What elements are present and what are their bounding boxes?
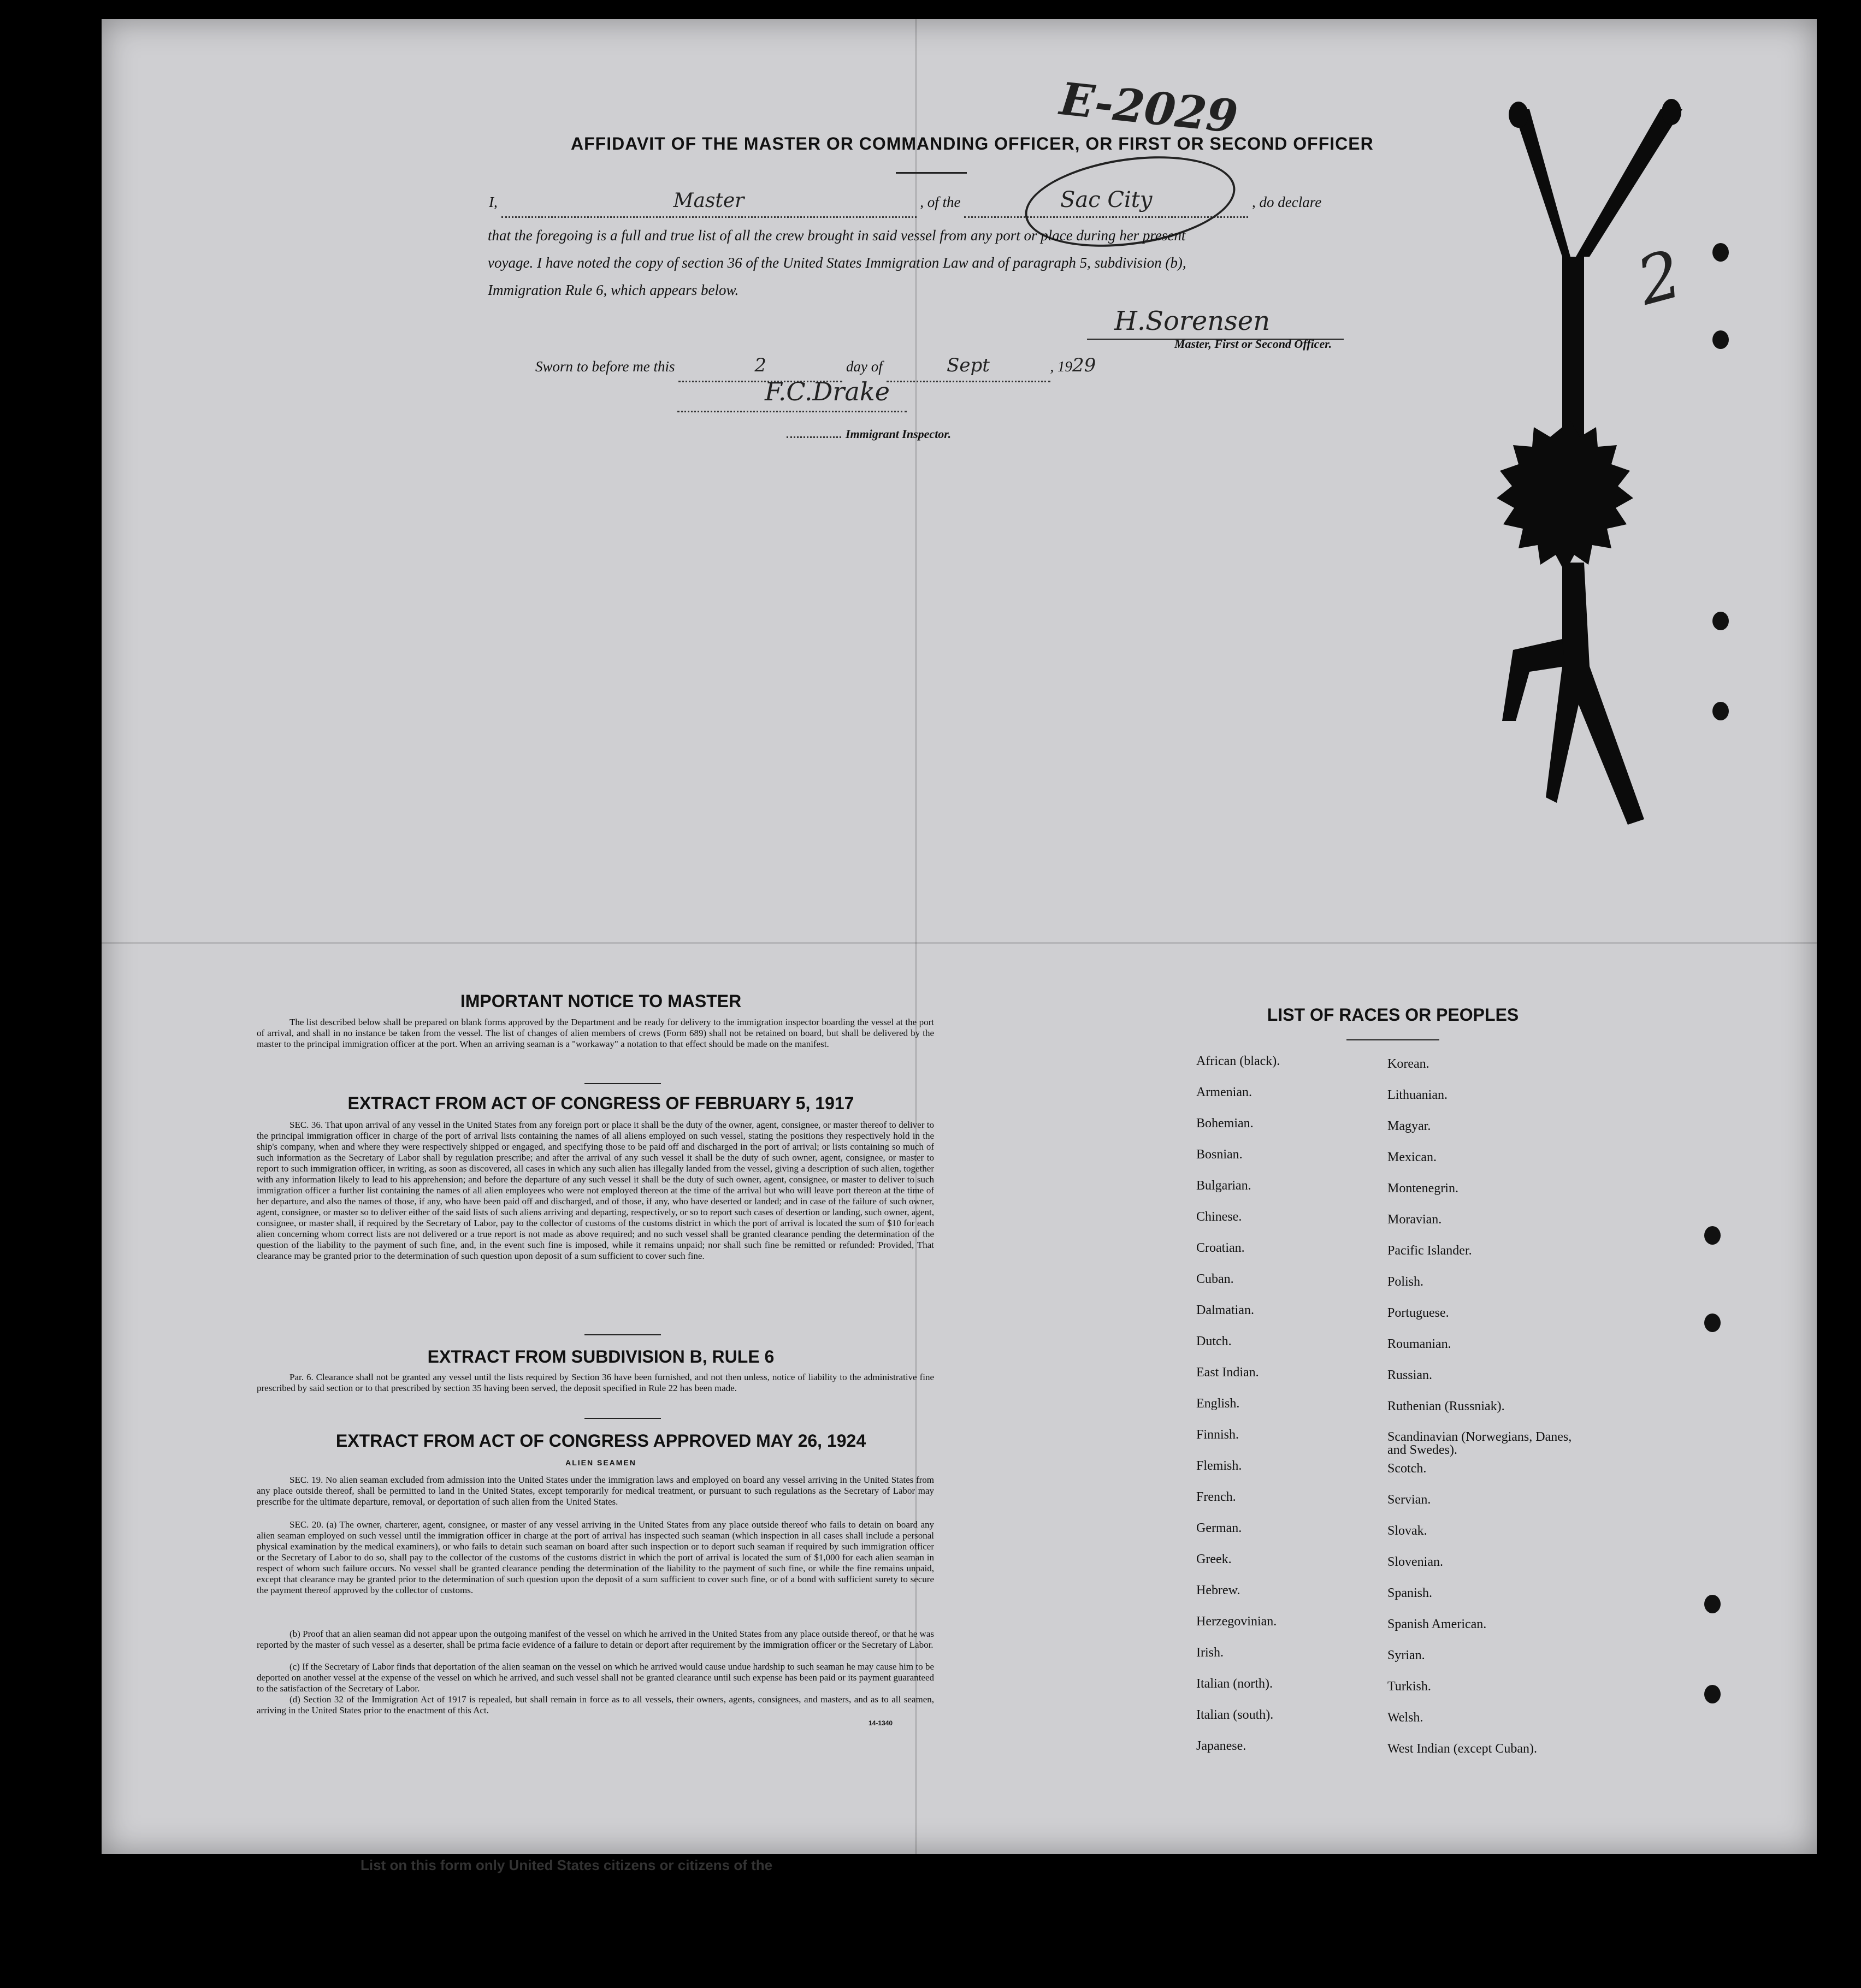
extract-1917-title: EXTRACT FROM ACT OF CONGRESS OF FEBRUARY 5, 1917 [347, 1093, 854, 1113]
race-item: French. [1196, 1490, 1236, 1504]
races-left-column [1196, 1054, 1280, 1770]
notice-text: The list described below shall be prepared on blank forms approved by the Department and be ready for delivery to the immigration inspector boarding the vessel at the port of arrival, and shall in no instance be taken from the vessel. The list of changes of alien members of crews (Form 689) shall not be retained on board, but shall be delivered by the master to the principal immigration officer at the port. When an arriving seaman is a "workaway" a notation to that effect should be made on the manifest. [257, 1017, 934, 1049]
punch-hole [1704, 1313, 1721, 1332]
race-item: Korean. [1387, 1057, 1429, 1071]
race-item: Roumanian. [1387, 1337, 1451, 1351]
race-item: Spanish American. [1387, 1617, 1487, 1631]
race-item: Slovenian. [1387, 1555, 1443, 1569]
inspector-caption [787, 426, 951, 442]
race-item: Chinese. [1196, 1210, 1242, 1224]
ribbon-end-left [1509, 102, 1528, 128]
bottom-strip-label: List on this form only United States citizens or citizens of the [361, 1857, 773, 1873]
race-item: Finnish. [1196, 1428, 1239, 1442]
ribbon-lower [1546, 563, 1644, 825]
race-item: Servian. [1387, 1493, 1431, 1507]
handwritten-number-mark: 2 [1629, 236, 1690, 321]
punch-hole [1704, 1685, 1721, 1703]
race-item: Cuban. [1196, 1272, 1234, 1286]
race-item: Spanish. [1387, 1586, 1433, 1600]
of-the-label: , of the [920, 194, 961, 210]
rule6-text: Par. 6. Clearance shall not be granted any vessel until the lists required by Section 36 have been furnished, and not then unless, notice of liability to the administrative fine prescribed by said section or to that prescribed by section 35 having been served, the deposit specified in Rule 22 has been made. [257, 1372, 934, 1393]
extract-1924-title: EXTRACT FROM ACT OF CONGRESS APPROVED MAY 26, 1924 [335, 1431, 866, 1451]
affidavit-body-line-3: Immigration Rule 6, which appears below. [488, 282, 739, 298]
race-item: Dutch. [1196, 1334, 1232, 1348]
affidavit-body-line-2: voyage. I have noted the copy of section 36 of the United States Immigration Law and of paragraph 5, subdivision (b), [488, 255, 1186, 271]
handwritten-master: Master [673, 190, 745, 212]
wax-seal-with-ribbon [1453, 93, 1682, 825]
punch-hole [1712, 243, 1729, 262]
punch-hole [1712, 330, 1729, 349]
ribbon-lower-left [1502, 639, 1565, 721]
extract-1924-sec20b: (b) Proof that an alien seaman did not appear upon the outgoing manifest of the vessel on which he arrived in the United States from any place outside thereof, or that he was reported by the master of such vessel as a deserter, shall be prima facie evidence of a failure to detain or deport after requirement by the immigration officer or the Secretary of Labor. [257, 1629, 934, 1650]
race-item: Scandinavian (Norwegians, Danes, and Swedes). [1387, 1430, 1572, 1457]
inspector-line [677, 411, 907, 412]
handwritten-vessel-name: Sac City [1060, 187, 1153, 212]
bottom-strip-text [76, 1857, 1824, 1872]
master-name-field [501, 187, 917, 218]
handwritten-day: 2 [754, 354, 767, 376]
handwritten-reference-mark: E-2029 [1057, 73, 1240, 144]
day-of-label: day of [846, 358, 883, 375]
punch-hole [1712, 702, 1729, 720]
race-item: Irish. [1196, 1646, 1224, 1660]
extract-1917-rule [584, 1334, 661, 1335]
extract-1917-text: SEC. 36. That upon arrival of any vessel in the United States from any foreign port or place it shall be the duty of the owner, agent, consignee, or master thereof to deliver to the principal immigration officer in charge of the port of arrival lists containing the names of all aliens employed on such vessel, stating the positions they respectively hold in the ship's company, when and where they were respectively shipped or engaged, and specifying those to be paid off and discharged in the port of arrival; or lists containing so much of such information as the Secretary of Labor shall by regulation prescribe; and after the arrival of any such vessel it shall be the duty of such owner, agent, consignee, or master to report to such immigration officer, in writing, as soon as discovered, all cases in which any such alien has illegally landed from the vessel, giving a description of such alien, together with any information likely to lead to his apprehension; and before the departure of any such vessel it shall be the duty of such owner, agent, consignee, or master to deliver to such immigration officer a further list containing the names of all alien employees who were not employed thereon at the time of the arrival but who will leave port thereon at the time of her departure, and also the names of those, if any, who have been paid off and discharged, and of those, if any, who have deserted or landed; and in case of the failure of such owner, agent, consignee, or master so to deliver either of the said lists of such aliens arriving and departing, respectively, or so to report such cases of desertion or landing, such owner, agent, consignee, or master shall, if required by the Secretary of Labor, pay to the collector of customs of the customs district in which the port of arrival is located the sum of $10 for each alien concerning whom correct lists are not delivered or a true report is not made as above required; and no such vessel shall be granted clearance pending the determination of the question of the liability to the payment of such fine, and, in the event such fine is imposed, while it remains unpaid; nor shall such fine be remitted or refunded: Provided, That clearance may be granted prior to the determination of such question upon deposit of a sum sufficient to cover such fine. [257, 1120, 934, 1261]
race-item: Italian (south). [1196, 1708, 1274, 1722]
do-declare-label: , do declare [1252, 194, 1322, 210]
inspector-caption-text: Immigrant Inspector. [846, 427, 952, 441]
race-item: Bosnian. [1196, 1147, 1243, 1162]
race-item: Turkish. [1387, 1679, 1431, 1694]
ribbon-end-right [1662, 99, 1681, 125]
races-rule [1346, 1039, 1439, 1040]
race-item: Japanese. [1196, 1739, 1246, 1753]
punch-hole [1704, 1226, 1721, 1245]
extract-1924-sec20d: (d) Section 32 of the Immigration Act of 1917 is repealed, but shall remain in force as to all vessels, their owners, agents, consignees, and masters, and as to all seamen, arriving in the United States prior to the enactment of this Act. [257, 1694, 934, 1715]
race-item: Armenian. [1196, 1085, 1252, 1099]
race-item: Lithuanian. [1387, 1088, 1448, 1102]
handwritten-inspector-signature: F.C.Drake [765, 377, 890, 406]
notice-rule [584, 1083, 661, 1084]
punch-hole [1704, 1595, 1721, 1613]
form-number: 14-1340 [869, 1719, 893, 1727]
race-item: English. [1196, 1397, 1240, 1411]
signature-caption: Master, First or Second Officer. [1174, 337, 1332, 351]
ribbon-upper-right [1576, 109, 1682, 257]
affidavit-title: AFFIDAVIT OF THE MASTER OR COMMANDING OFFICER, OR FIRST OR SECOND OFFICER [571, 134, 1374, 153]
race-item: Bulgarian. [1196, 1179, 1251, 1193]
i-label: I, [489, 194, 498, 210]
fold-line-horizontal [102, 942, 1817, 944]
rule6-rule [584, 1418, 661, 1419]
extract-1924-sec20a: SEC. 20. (a) The owner, charterer, agent, consignee, or master of any vessel arriving in the United States from any place outside thereof who fails to detain on board any alien seaman employed on such vessel until the immigration officer in charge at the port of arrival has inspected such seaman (which inspection in all cases shall include a personal physical examination by the medical examiners), or who fails to detain such seaman on board after such inspection or to deport such seaman if required by such immigration officer or the Secretary of Labor to do so, shall pay to the collector of the customs of the customs district in which the port of arrival is located the sum of $1,000 for each alien seaman in respect of whom such failure occurs. No vessel shall be granted clearance pending the determination of the liability to the payment of such fine, or while the fine remains unpaid, except that clearance may be granted prior to the determination of such question upon the deposit of a sum sufficient to cover such fine, or of a bond with sufficient surety to secure the payment thereof approved by the collector of customs. [257, 1519, 934, 1595]
punch-hole [1712, 612, 1729, 630]
race-item: Bohemian. [1196, 1116, 1254, 1131]
affidavit-line-declare [489, 186, 1390, 218]
notice-title: IMPORTANT NOTICE TO MASTER [460, 991, 742, 1011]
race-item: Moravian. [1387, 1212, 1442, 1227]
race-item: Slovak. [1387, 1524, 1427, 1538]
handwritten-month: Sept [947, 354, 990, 376]
race-item: Hebrew. [1196, 1583, 1240, 1597]
race-item: Portuguese. [1387, 1306, 1449, 1320]
race-item: Herzegovinian. [1196, 1614, 1277, 1629]
month-field [887, 351, 1050, 382]
race-item: Welsh. [1387, 1711, 1423, 1725]
race-item: Italian (north). [1196, 1677, 1273, 1691]
race-item: Pacific Islander. [1387, 1244, 1472, 1258]
alien-seamen-subtitle: ALIEN SEAMEN [565, 1458, 636, 1467]
races-right-column [1387, 1057, 1573, 1773]
race-item: Polish. [1387, 1275, 1424, 1289]
race-item: Flemish. [1196, 1459, 1242, 1473]
race-item: German. [1196, 1521, 1242, 1535]
extract-1924-sec19: SEC. 19. No alien seaman excluded from admission into the United States under the immigration laws and employed on board any vessel arriving in the United States from any place outside thereof, shall be permitted to land in the United States, except temporarily for medical treatment, or pursuant to such regulations as the Secretary of Labor may prescribe for the ultimate departure, removal, or deportation of such alien from the United States. [257, 1475, 934, 1507]
sworn-label: Sworn to before me this [535, 358, 675, 375]
race-item: West Indian (except Cuban). [1387, 1742, 1537, 1756]
race-item: Magyar. [1387, 1119, 1431, 1133]
ribbon-upper-left [1513, 109, 1570, 257]
race-item: Croatian. [1196, 1241, 1245, 1255]
inspector-caption-dots [787, 436, 841, 438]
race-item: African (black). [1196, 1054, 1280, 1068]
race-item: Mexican. [1387, 1150, 1437, 1164]
extract-1924-sec20c: (c) If the Secretary of Labor finds that deportation of the alien seaman on the vessel on which he arrived would cause undue hardship to such seaman he may cause him to be deported on another vessel at the expense of the vessel on which he arrived, and such vessel shall not be granted clearance until such expense has been paid or its payment guaranteed to the satisfaction of the Secretary of Labor. [257, 1661, 934, 1694]
race-item: Syrian. [1387, 1648, 1425, 1662]
race-item: Russian. [1387, 1368, 1433, 1382]
affidavit-body-line-1: that the foregoing is a full and true list of all the crew brought in said vessel from any port or place during her present [488, 227, 1186, 244]
seal-star [1497, 421, 1633, 572]
race-item: East Indian. [1196, 1365, 1259, 1380]
rule6-title: EXTRACT FROM SUBDIVISION B, RULE 6 [427, 1347, 775, 1366]
race-item: Montenegrin. [1387, 1181, 1458, 1196]
race-item: Scotch. [1387, 1462, 1427, 1476]
handwritten-master-signature: H.Sorensen [1114, 306, 1271, 336]
races-title: LIST OF RACES OR PEOPLES [1267, 1005, 1519, 1025]
race-item: Greek. [1196, 1552, 1232, 1566]
race-item: Ruthenian (Russniak). [1387, 1399, 1505, 1413]
title-rule [896, 172, 967, 174]
year-prefix: , 19 [1050, 358, 1072, 375]
race-item: Dalmatian. [1196, 1303, 1254, 1317]
handwritten-year: 29 [1072, 354, 1096, 376]
